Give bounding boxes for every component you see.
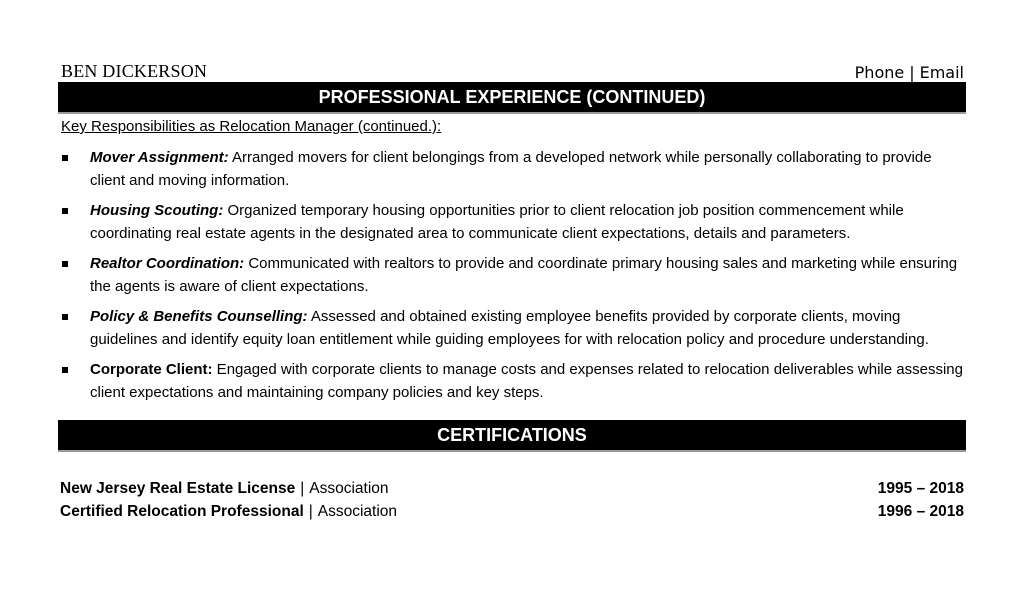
list-item	[58, 359, 966, 404]
responsibility-text: Assessed and obtained existing employee benefits provided by corporate clients, moving guidelines and identify equity loan entitlement while guiding employees for with relocation policy and procedure understanding.	[90, 308, 929, 348]
square-bullet-icon	[62, 155, 68, 161]
certification-separator: |	[308, 503, 313, 520]
certification-issuer: Association	[309, 480, 389, 497]
square-bullet-icon	[62, 208, 68, 214]
responsibility-text: Engaged with corporate clients to manage costs and expenses related to relocation deliverables while assessing client expectations and maintaining company policies and key steps.	[90, 361, 963, 401]
email-label: Email	[919, 63, 964, 82]
responsibility-text: Communicated with realtors to provide and coordinate primary housing sales and marketing while ensuring the agents is aware of client expectations.	[90, 255, 958, 295]
contact-separator: |	[909, 63, 915, 82]
certification-issuer: Association	[317, 503, 398, 520]
certification-name: New Jersey Real Estate License	[60, 480, 296, 497]
candidate-name: BEN DICKERSON	[61, 61, 208, 81]
certification-entry	[60, 477, 389, 500]
square-bullet-icon	[62, 314, 68, 320]
resume-page	[58, 60, 966, 523]
square-bullet-icon	[62, 261, 68, 267]
contact-info	[855, 63, 966, 82]
certifications-section-title: CERTIFICATIONS	[58, 420, 966, 452]
certification-entry	[60, 500, 397, 523]
list-item	[58, 253, 966, 298]
certifications-list	[58, 477, 966, 523]
certification-separator: |	[300, 480, 305, 497]
phone-label: Phone	[854, 63, 905, 82]
certification-years: 1996 – 2018	[877, 503, 964, 520]
certification-years: 1995 – 2018	[877, 480, 964, 497]
responsibility-term: Housing Scouting:	[90, 202, 224, 219]
responsibility-term: Corporate Client:	[90, 361, 213, 378]
responsibilities-subheading: Key Responsibilities as Relocation Manager (continued.):	[61, 118, 442, 135]
responsibility-text: Organized temporary housing opportunities prior to client relocation job position commencement while coordinating real estate agents in the designated area to communicate client expectations, details and parameters.	[90, 202, 904, 242]
list-item	[58, 306, 966, 351]
list-item	[58, 200, 966, 245]
resume-header	[58, 60, 966, 82]
responsibilities-list	[58, 147, 966, 404]
responsibility-term: Policy & Benefits Counselling:	[90, 308, 308, 325]
responsibility-term: Realtor Coordination:	[90, 255, 245, 272]
certification-row	[60, 500, 966, 523]
square-bullet-icon	[62, 367, 68, 373]
experience-section-title: PROFESSIONAL EXPERIENCE (CONTINUED)	[58, 82, 966, 114]
responsibility-term: Mover Assignment:	[90, 149, 229, 166]
responsibility-text: Arranged movers for client belongings from a developed network while personally collaborating to provide client and moving information.	[90, 149, 932, 189]
certification-name: Certified Relocation Professional	[60, 503, 304, 520]
certification-row	[60, 477, 966, 500]
list-item	[58, 147, 966, 192]
